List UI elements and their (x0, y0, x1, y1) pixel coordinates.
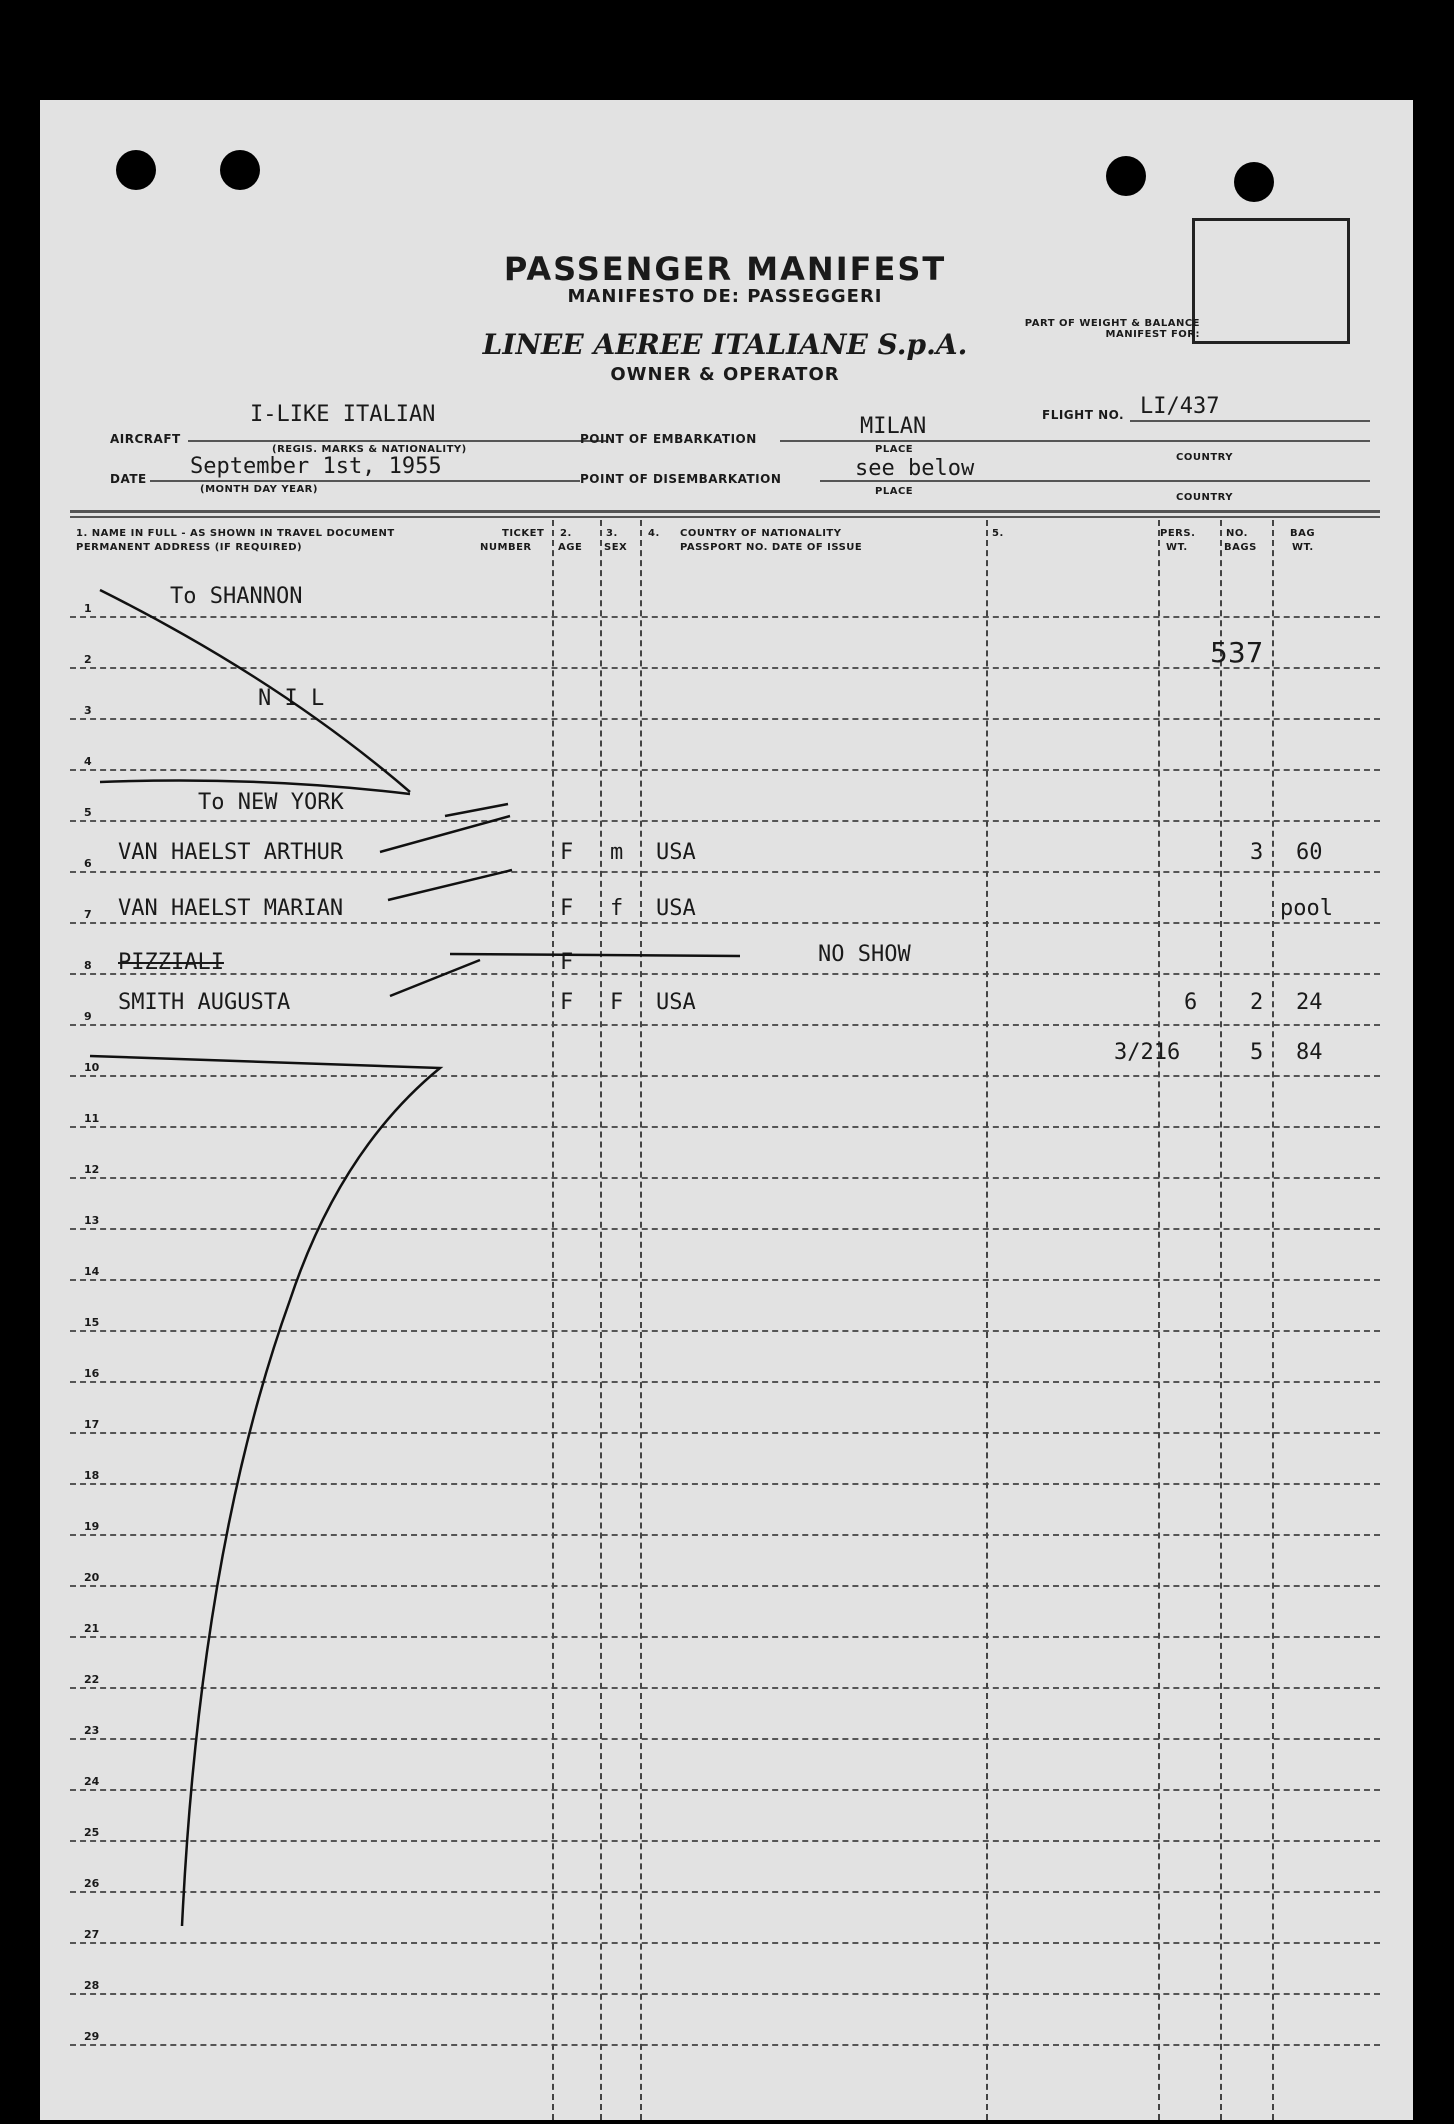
r10-bagwt-total: 84 (1296, 1040, 1323, 1065)
row-rule (70, 922, 1380, 924)
punch-hole (116, 150, 156, 190)
col-passport: PASSPORT NO. DATE OF ISSUE (680, 542, 863, 553)
punch-hole (1106, 156, 1146, 196)
row-rule (70, 1993, 1380, 1995)
r6-bags: 3 (1250, 840, 1264, 865)
weight-balance-label: PART OF WEIGHT & BALANCE MANIFEST FOR: (1024, 318, 1200, 340)
row-number: 28 (84, 1979, 100, 1992)
row-rule (70, 871, 1380, 873)
r9-name: SMITH AUGUSTA (118, 990, 291, 1015)
row-rule (70, 1891, 1380, 1893)
row-number: 3 (84, 704, 92, 717)
place-label-2: PLACE (875, 486, 914, 497)
r6-sex: m (610, 840, 624, 865)
row-rule (70, 820, 1380, 822)
country-label: COUNTRY (1176, 452, 1234, 463)
col-no: NO. (1226, 528, 1248, 539)
col-pers: PERS. (1160, 528, 1196, 539)
punch-hole (220, 150, 260, 190)
date-value: September 1st, 1955 (190, 454, 442, 479)
page-subtitle: MANIFESTO DE: PASSEGGERI (567, 286, 883, 307)
owner-operator: OWNER & OPERATOR (610, 364, 840, 385)
r7-sex: f (610, 896, 624, 921)
row-rule (70, 1330, 1380, 1332)
row-number: 18 (84, 1469, 100, 1482)
place-label: PLACE (875, 444, 914, 455)
date-sub: (MONTH DAY YEAR) (200, 484, 318, 495)
r8-age: F (560, 950, 574, 975)
row-number: 1 (84, 602, 92, 615)
row-rule (70, 769, 1380, 771)
row-rule (70, 1687, 1380, 1689)
column-rule (640, 520, 642, 2120)
r9-bags: 2 (1250, 990, 1264, 1015)
flight-value: LI/437 (1140, 394, 1220, 419)
row-number: 9 (84, 1010, 92, 1023)
row-number: 12 (84, 1163, 100, 1176)
col-5: 5. (992, 528, 1004, 539)
col-nat: COUNTRY OF NATIONALITY (680, 528, 842, 539)
row-number: 26 (84, 1877, 100, 1890)
row-number: 19 (84, 1520, 100, 1533)
col-ticket: TICKET (502, 528, 545, 539)
r8-note: NO SHOW (818, 942, 911, 967)
row-number: 15 (84, 1316, 100, 1329)
row-number: 29 (84, 2030, 100, 2043)
row-number: 4 (84, 755, 92, 768)
row-rule (70, 1126, 1380, 1128)
r9-nat: USA (656, 990, 696, 1015)
r6-age: F (560, 840, 574, 865)
row-number: 27 (84, 1928, 100, 1941)
row-rule (70, 1585, 1380, 1587)
embark-value: MILAN (860, 414, 927, 439)
disembark-label: POINT OF DISEMBARKATION (580, 472, 782, 486)
row-number: 24 (84, 1775, 100, 1788)
col-name: 1. NAME IN FULL - AS SHOWN IN TRAVEL DOCUMENT (76, 528, 395, 539)
r9-sex: F (610, 990, 624, 1015)
row-rule (70, 1942, 1380, 1944)
r1-name: To SHANNON (170, 584, 303, 609)
row-rule (70, 667, 1380, 669)
embark-label: POINT OF EMBARKATION (580, 432, 757, 446)
column-rule (1220, 520, 1222, 2120)
col-name-address: PERMANENT ADDRESS (IF REQUIRED) (76, 542, 303, 553)
row-rule (70, 718, 1380, 720)
column-rule (552, 520, 554, 2120)
r8-name: PIZZIALI (118, 950, 224, 975)
aircraft-label: AIRCRAFT (110, 432, 181, 446)
col-pers-wt: WT. (1166, 542, 1188, 553)
row-rule (70, 616, 1380, 618)
col-ticket-number: NUMBER (480, 542, 532, 553)
row-rule (70, 1534, 1380, 1536)
row-number: 13 (84, 1214, 100, 1227)
row-number: 7 (84, 908, 92, 921)
r9-bagwt: 24 (1296, 990, 1323, 1015)
row-number: 2 (84, 653, 92, 666)
r9-pers: 6 (1184, 990, 1198, 1015)
row-rule (70, 973, 1380, 975)
row-number: 8 (84, 959, 92, 972)
col-age-num: 2. (560, 528, 572, 539)
row-rule (70, 1177, 1380, 1179)
date-label: DATE (110, 472, 147, 486)
col-age: AGE (558, 542, 583, 553)
row-number: 17 (84, 1418, 100, 1431)
row-number: 14 (84, 1265, 100, 1278)
col-bag: BAG (1290, 528, 1316, 539)
r2-handwritten-number: 537 (1210, 636, 1264, 669)
row-rule (70, 2044, 1380, 2046)
row-number: 5 (84, 806, 92, 819)
airline-name: LINEE AEREE ITALIANE S.p.A. (482, 328, 968, 361)
row-rule (70, 1636, 1380, 1638)
weight-balance-box (1192, 218, 1350, 344)
r10-pers-total: 3/216 (1114, 1040, 1181, 1065)
row-number: 16 (84, 1367, 100, 1380)
country-label-2: COUNTRY (1176, 492, 1234, 503)
r7-age: F (560, 896, 574, 921)
row-rule (70, 1432, 1380, 1434)
column-rule (1158, 520, 1160, 2120)
row-number: 23 (84, 1724, 100, 1737)
row-rule (70, 1228, 1380, 1230)
r3-name: N I L (258, 686, 325, 711)
col-bags: BAGS (1224, 542, 1257, 553)
row-rule (70, 1381, 1380, 1383)
r7-bagwt: pool (1280, 896, 1333, 921)
r7-name: VAN HAELST MARIAN (118, 896, 344, 921)
page-title: PASSENGER MANIFEST (503, 250, 947, 288)
r5-name: To NEW YORK (198, 790, 344, 815)
row-rule (70, 1789, 1380, 1791)
manifest-sheet (40, 100, 1413, 2120)
col-sex: SEX (604, 542, 628, 553)
column-rule (986, 520, 988, 2120)
col-sex-num: 3. (606, 528, 618, 539)
col-bag-wt: WT. (1292, 542, 1314, 553)
row-rule (70, 1840, 1380, 1842)
row-number: 21 (84, 1622, 100, 1635)
r6-nat: USA (656, 840, 696, 865)
r6-name: VAN HAELST ARTHUR (118, 840, 344, 865)
r9-age: F (560, 990, 574, 1015)
punch-hole (1234, 162, 1274, 202)
r7-nat: USA (656, 896, 696, 921)
aircraft-value: I-LIKE ITALIAN (250, 402, 436, 427)
column-rule (600, 520, 602, 2120)
column-rule (1272, 520, 1274, 2120)
row-rule (70, 1279, 1380, 1281)
r10-bags-total: 5 (1250, 1040, 1264, 1065)
aircraft-sub: (REGIS. MARKS & NATIONALITY) (272, 444, 467, 455)
r6-bagwt: 60 (1296, 840, 1323, 865)
row-rule (70, 1024, 1380, 1026)
row-number: 11 (84, 1112, 100, 1125)
row-number: 20 (84, 1571, 100, 1584)
col-nat-num: 4. (648, 528, 660, 539)
row-number: 25 (84, 1826, 100, 1839)
disembark-value: see below (855, 456, 975, 481)
flight-label: FLIGHT NO. (1042, 408, 1125, 422)
row-number: 10 (84, 1061, 100, 1074)
row-number: 22 (84, 1673, 100, 1686)
row-rule (70, 1738, 1380, 1740)
row-number: 6 (84, 857, 92, 870)
row-rule (70, 1075, 1380, 1077)
row-rule (70, 1483, 1380, 1485)
